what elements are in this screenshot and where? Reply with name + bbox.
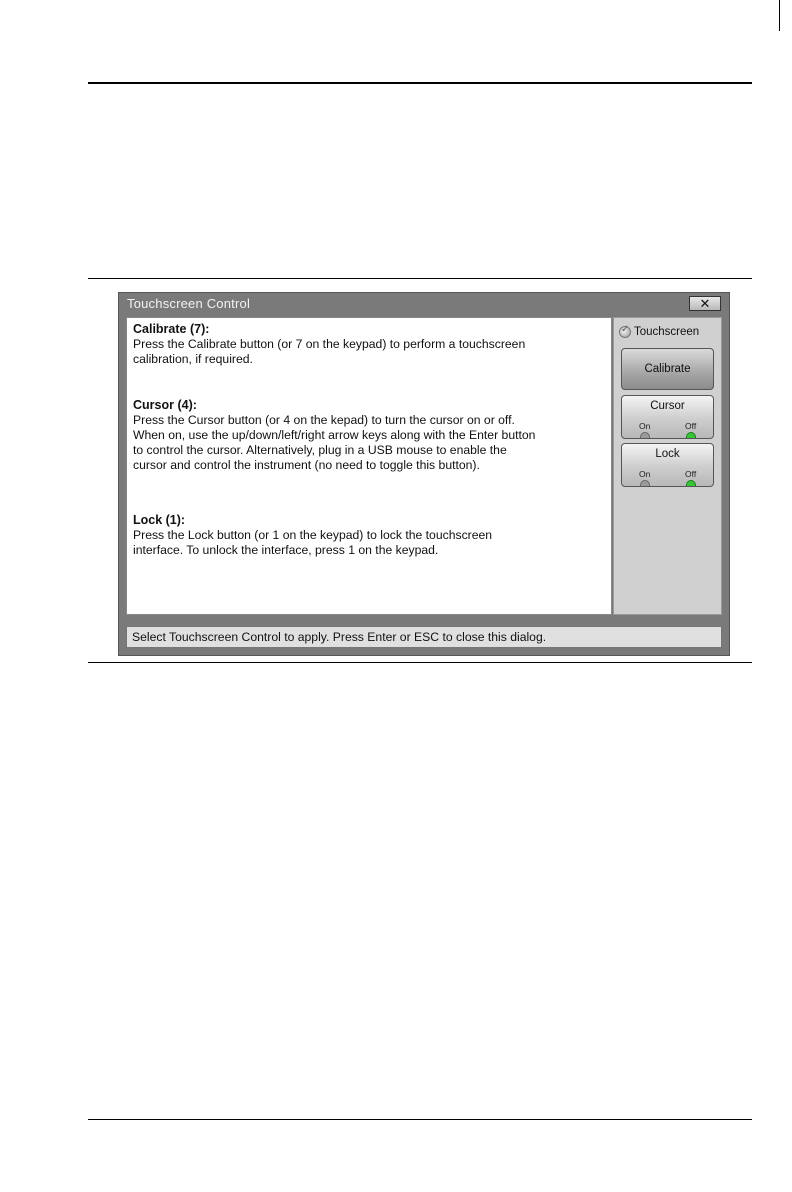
touchscreen-button-panel: [613, 317, 722, 615]
section-body: Press the Calibrate button (or 7 on the keypad) to perform a touchscreen calibration, if required.: [133, 337, 526, 366]
cursor-off-label: Off: [685, 421, 697, 431]
touchscreen-label: Touchscreen: [634, 326, 700, 338]
figure-top-rule: [88, 278, 752, 279]
figure-bottom-rule: [88, 662, 752, 663]
lock-off-led-icon: [686, 480, 696, 486]
section-heading: Lock (1):: [133, 513, 186, 527]
calibrate-help-section: [133, 322, 605, 367]
lock-off-label: Off: [685, 469, 697, 479]
lock-button-label: Lock: [655, 448, 680, 460]
page-footer-rule: [88, 1119, 752, 1120]
cursor-button-label: Cursor: [650, 400, 685, 412]
cursor-toggle-button[interactable]: [621, 395, 714, 439]
lock-help-section: [133, 513, 605, 558]
section-heading: Cursor (4):: [133, 398, 197, 412]
touchscreen-menu-toggle[interactable]: [619, 326, 699, 338]
crop-mark: [779, 0, 780, 31]
close-icon: ✕: [699, 295, 711, 311]
lock-on-led-icon: [640, 480, 650, 486]
lock-toggle-button[interactable]: [621, 443, 714, 487]
touchscreen-control-dialog: [118, 292, 730, 656]
calibrate-button-label: Calibrate: [644, 363, 691, 375]
dialog-title: Touchscreen Control: [127, 296, 251, 311]
status-bar: Select Touchscreen Control to apply. Press Enter or ESC to close this dialog.: [126, 626, 722, 648]
check-icon: [619, 326, 631, 338]
section-body: Press the Lock button (or 1 on the keypad) to lock the touchscreen interface. To unlock the interface, press 1 on the keypad.: [133, 528, 493, 557]
dialog-titlebar: [119, 293, 729, 315]
lock-on-label: On: [639, 469, 651, 479]
section-heading: Calibrate (7):: [133, 322, 210, 336]
cursor-off-led-icon: [686, 432, 696, 438]
cursor-on-led-icon: [640, 432, 650, 438]
cursor-on-label: On: [639, 421, 651, 431]
calibrate-button[interactable]: [621, 348, 714, 390]
section-body: Press the Cursor button (or 4 on the kepad) to turn the cursor on or off. When on, use the up/down/left/right arrow keys along with the Enter button to control the cursor. Alternatively, plug in a USB mouse to enable the cursor and control the instrument (no need to toggle this button).: [133, 413, 536, 472]
cursor-help-section: [133, 398, 605, 473]
page-header-rule: [88, 82, 752, 84]
help-text-panel: [126, 317, 612, 615]
close-button[interactable]: [689, 296, 721, 311]
